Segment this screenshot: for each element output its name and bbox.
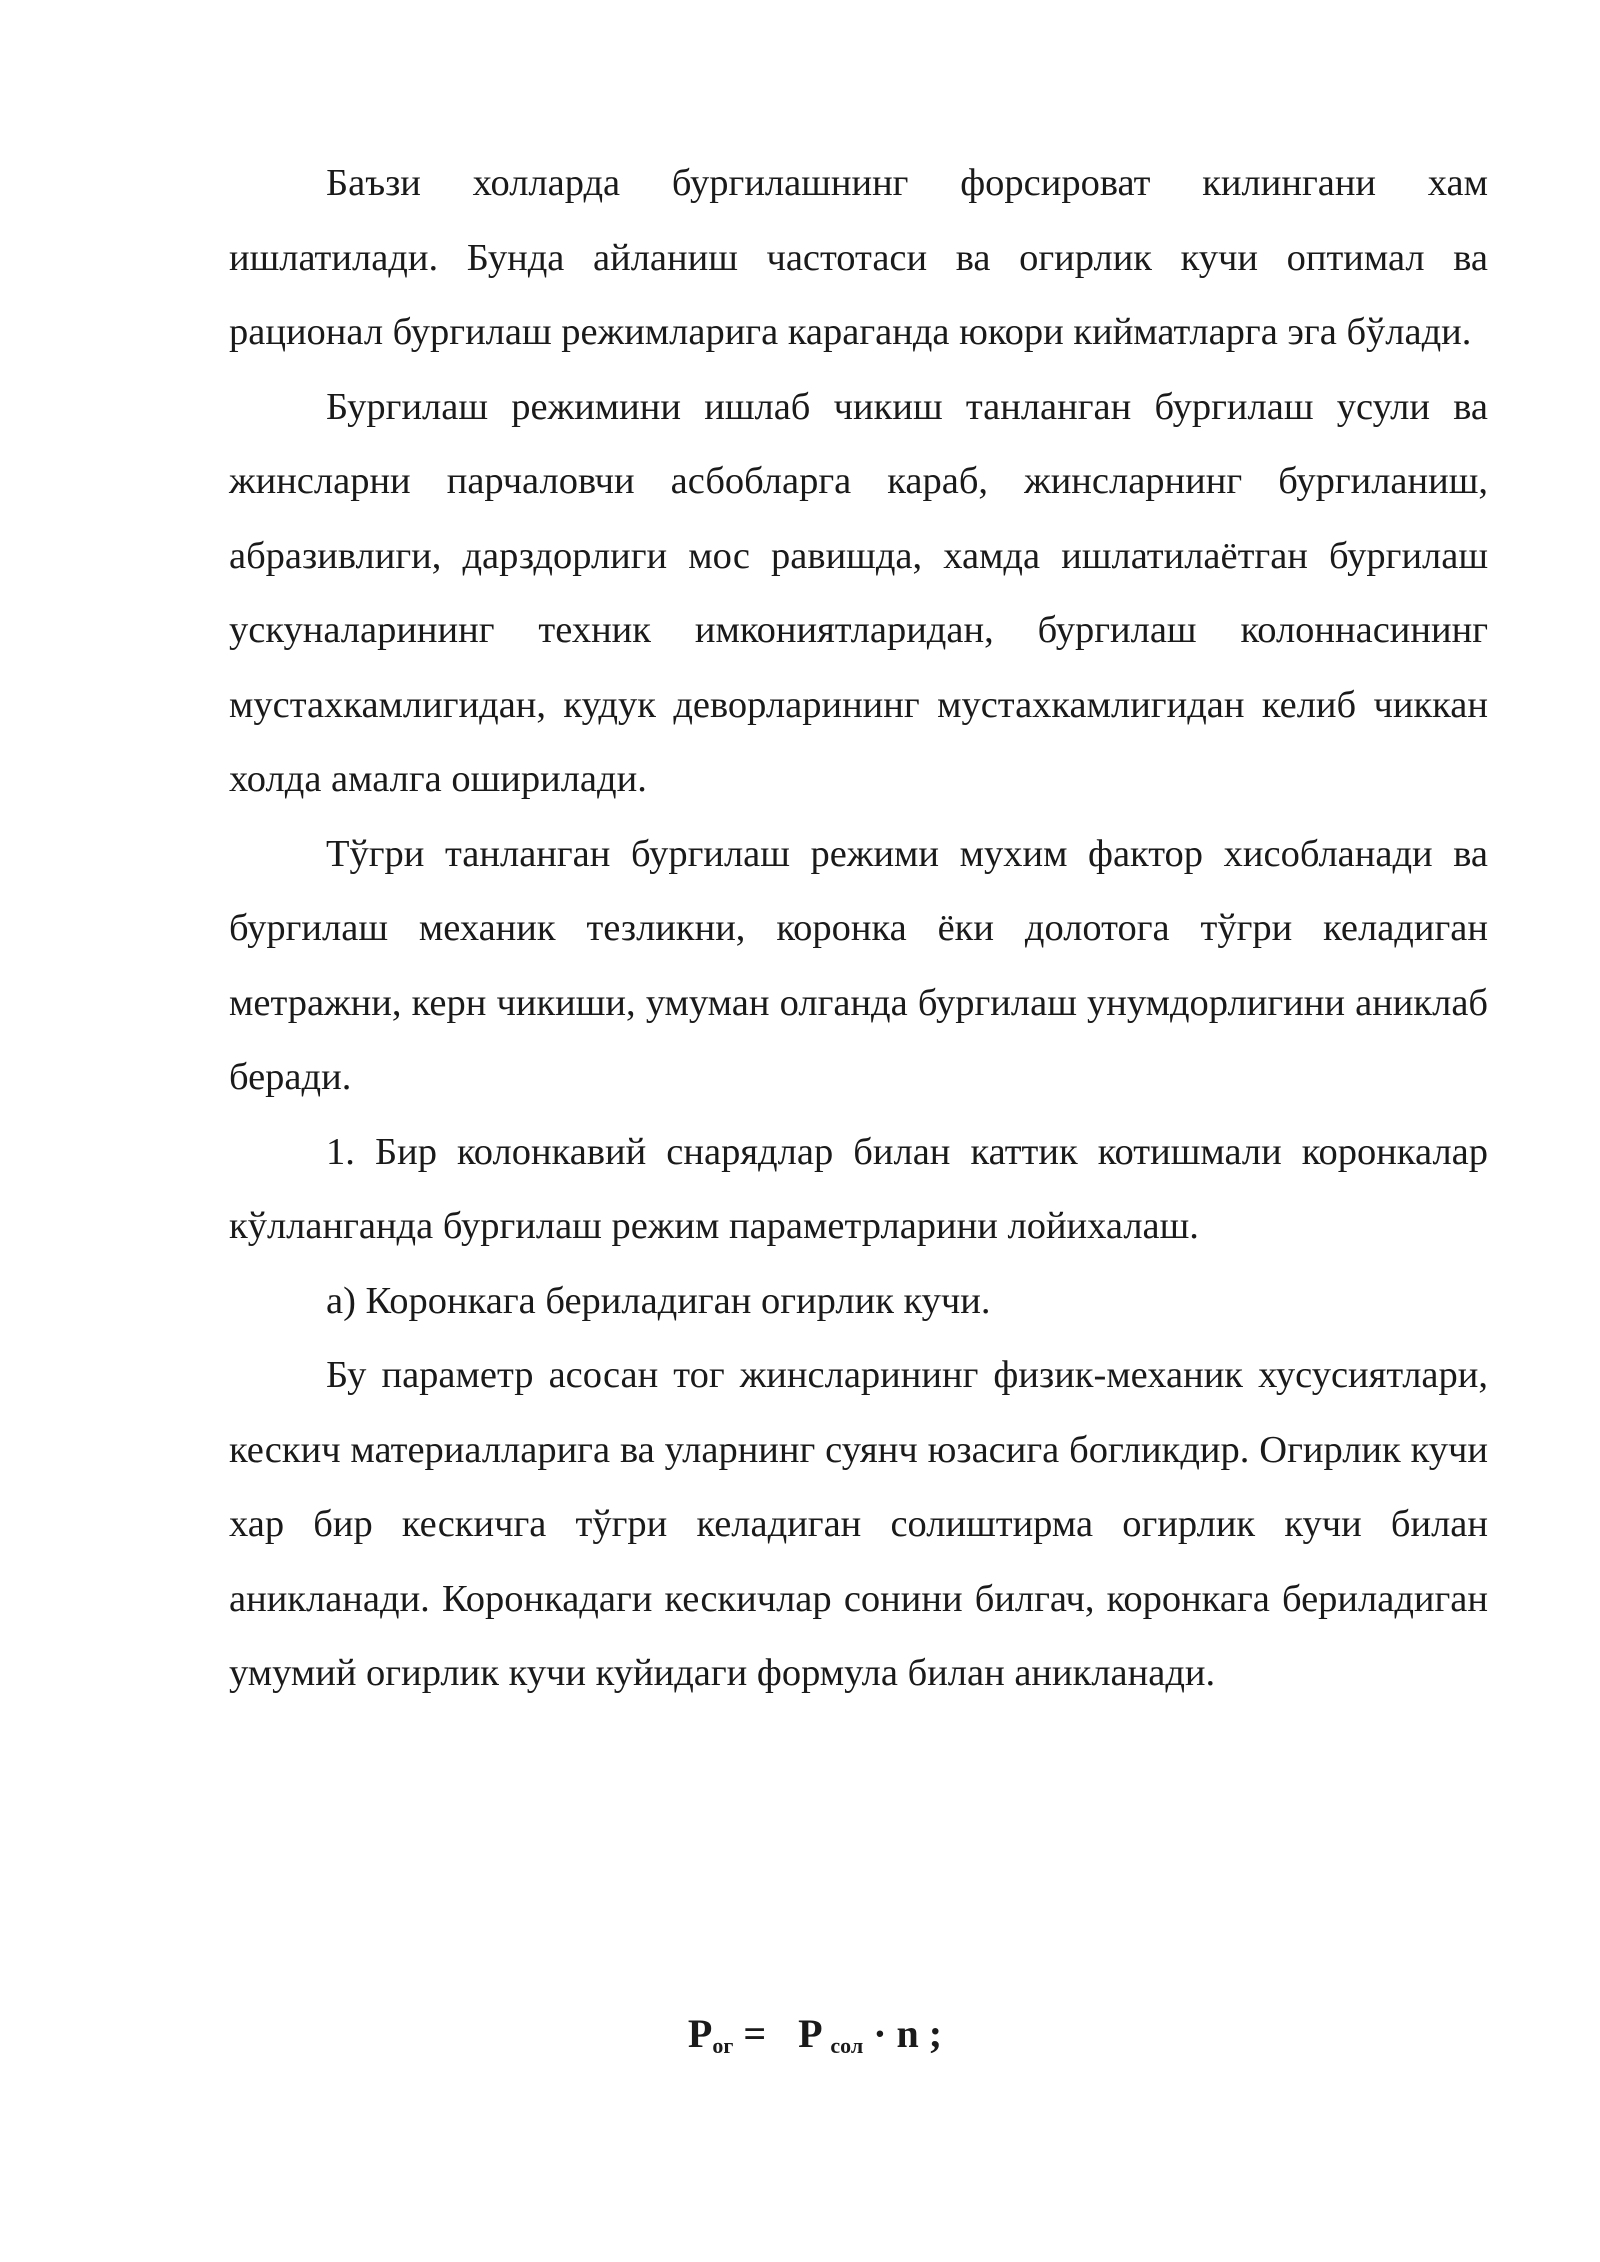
formula xyxy=(0,2010,1600,2059)
formula-lhs-symbol: P xyxy=(687,2011,713,2056)
paragraph-3: Тўгри танланган бургилаш режими мухим фактор хисобланади ва бургилаш механик тезликни, коронка ёки долотога тўгри келадиган метражни, керн чикиши, умуман олганда бургилаш унумдорлигини аниклаб беради. xyxy=(229,832,1488,1098)
formula-rhs-subscript: сол xyxy=(830,2033,864,2058)
formula-terminator: ; xyxy=(928,2011,943,2056)
paragraph-4-list-item: 1. Бир колонкавий снарядлар билан каттик котишмали коронкалар кўлланганда бургилаш режим параметрларини лойихалаш. xyxy=(229,1130,1488,1247)
paragraph-5-subheading: а) Коронкага бериладиган огирлик кучи. xyxy=(326,1279,991,1322)
paragraph-6: Бу параметр асосан тог жинсларининг физик-механик хусусиятлари, кескич материалларига ва уларнинг суянч юзасига богликдир. Огирлик кучи хар бир кескичга тўгри келадиган солиштирма огирлик кучи билан аникланади. Коронкадаги кескичлар сонини билгач, коронкага бериладиган умумий огирлик кучи куйидаги формула билан аникланади. xyxy=(229,1354,1488,1694)
formula-variable: n xyxy=(896,2011,919,2056)
formula-lhs-subscript: ог xyxy=(712,2033,734,2058)
body-text xyxy=(229,146,1488,1711)
formula-operator: · xyxy=(873,2011,887,2056)
paragraph-2: Бургилаш режимини ишлаб чикиш танланган бургилаш усули ва жинсларни парчаловчи асбобларга караб, жинсларнинг бургиланиш, абразивлиги, дарздорлиги мос равишда, хамда ишлатилаётган бургилаш ускуналарининг техник имкониятларидан, бургилаш колоннасининг мустахкамлигидан, кудук деворларининг мустахкамлигидан келиб чиккан холда амалга оширилади. xyxy=(229,385,1488,800)
formula-rhs-symbol: P xyxy=(798,2011,821,2056)
paragraph-1: Баъзи холларда бургилашнинг форсироват килингани хам ишлатилади. Бунда айланиш частотаси ва огирлик кучи оптимал ва рационал бургилаш режимларига караганда юкори кийматларга эга бўлади. xyxy=(229,162,1488,353)
formula-equals: = xyxy=(743,2011,767,2056)
